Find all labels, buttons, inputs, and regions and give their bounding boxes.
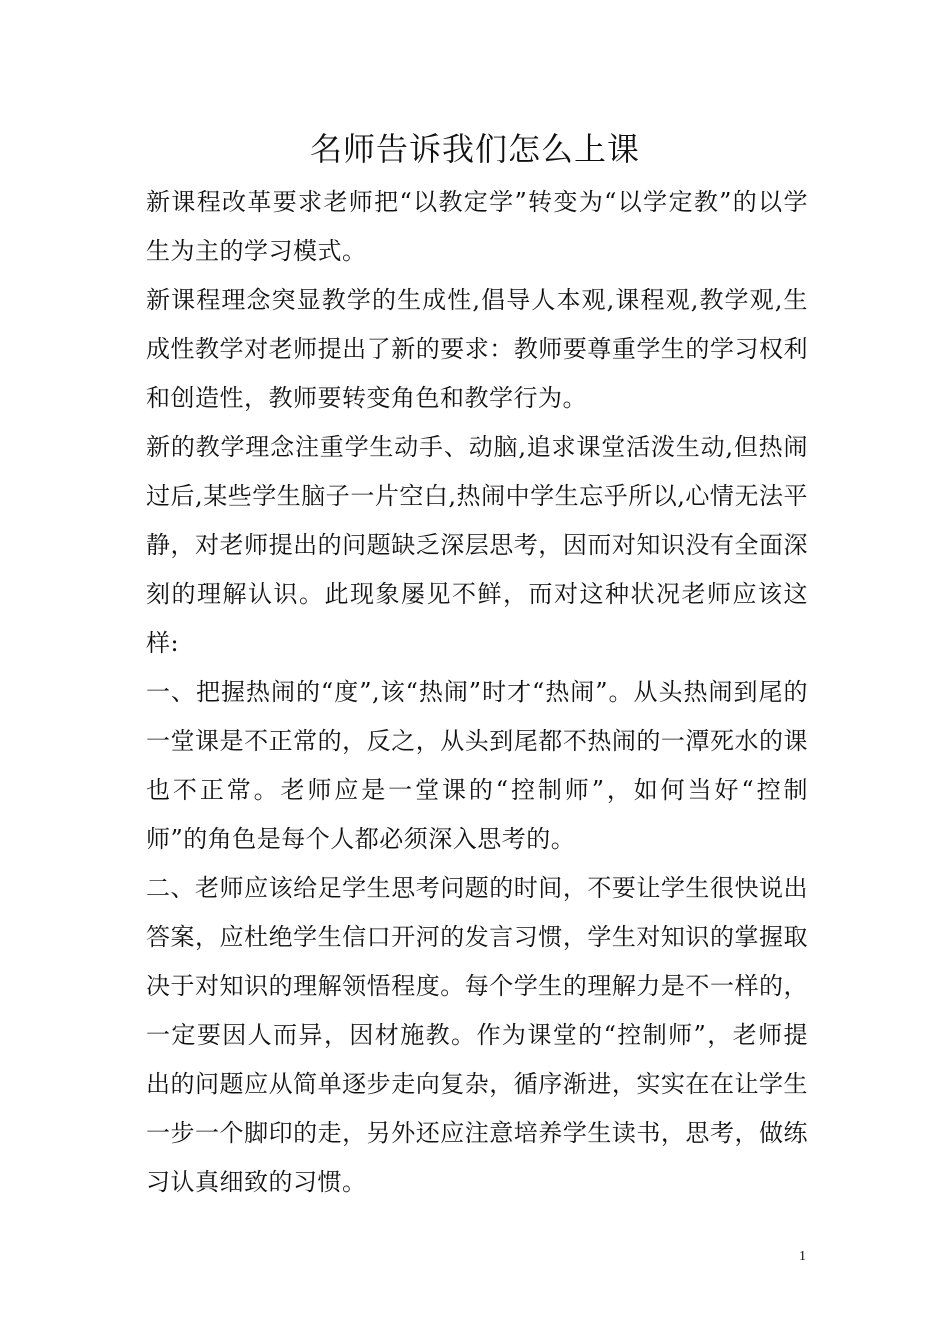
paragraph-problem: 新的教学理念注重学生动手、动脑,追求课堂活泼生动,但热闹过后,某些学生脑子一片空白,热闹中学生忘乎所以,心情无法平静，对老师提出的问题缺乏深层思考，因而对知识没有全面深刻的理解认识。此现象屡见不鲜，而对这种状况老师应该这样:	[146, 433, 808, 657]
paragraph-point-two: 二、老师应该给足学生思考问题的时间，不要让学生很快说出答案，应杜绝学生信口开河的发言习惯，学生对知识的掌握取决于对知识的理解领悟程度。每个学生的理解力是不一样的，一定要因人而异，因材施教。作为课堂的“控制师”，老师提出的问题应从简单逐步走向复杂，循序渐进，实实在在让学生一步一个脚印的走，另外还应注意培养学生读书，思考，做练习认真细致的习惯。	[146, 874, 808, 1196]
page-number: 1	[799, 1249, 806, 1264]
paragraph-intro: 新课程改革要求老师把“以教定学”转变为“以学定教”的以学生为主的学习模式。	[146, 188, 808, 265]
document-title: 名师告诉我们怎么上课	[309, 130, 640, 168]
document-body	[146, 178, 808, 1207]
paragraph-concept: 新课程理念突显教学的生成性,倡导人本观,课程观,教学观,生成性教学对老师提出了新的要求：教师要尊重学生的学习权利和创造性，教师要转变角色和教学行为。	[146, 286, 808, 412]
paragraph-point-one: 一、把握热闹的“度”,该“热闹”时才“热闹”。从头热闹到尾的一堂课是不正常的，反之，从头到尾都不热闹的一潭死水的课也不正常。老师应是一堂课的“控制师”，如何当好“控制师”的角色是每个人都必须深入思考的。	[146, 678, 808, 853]
